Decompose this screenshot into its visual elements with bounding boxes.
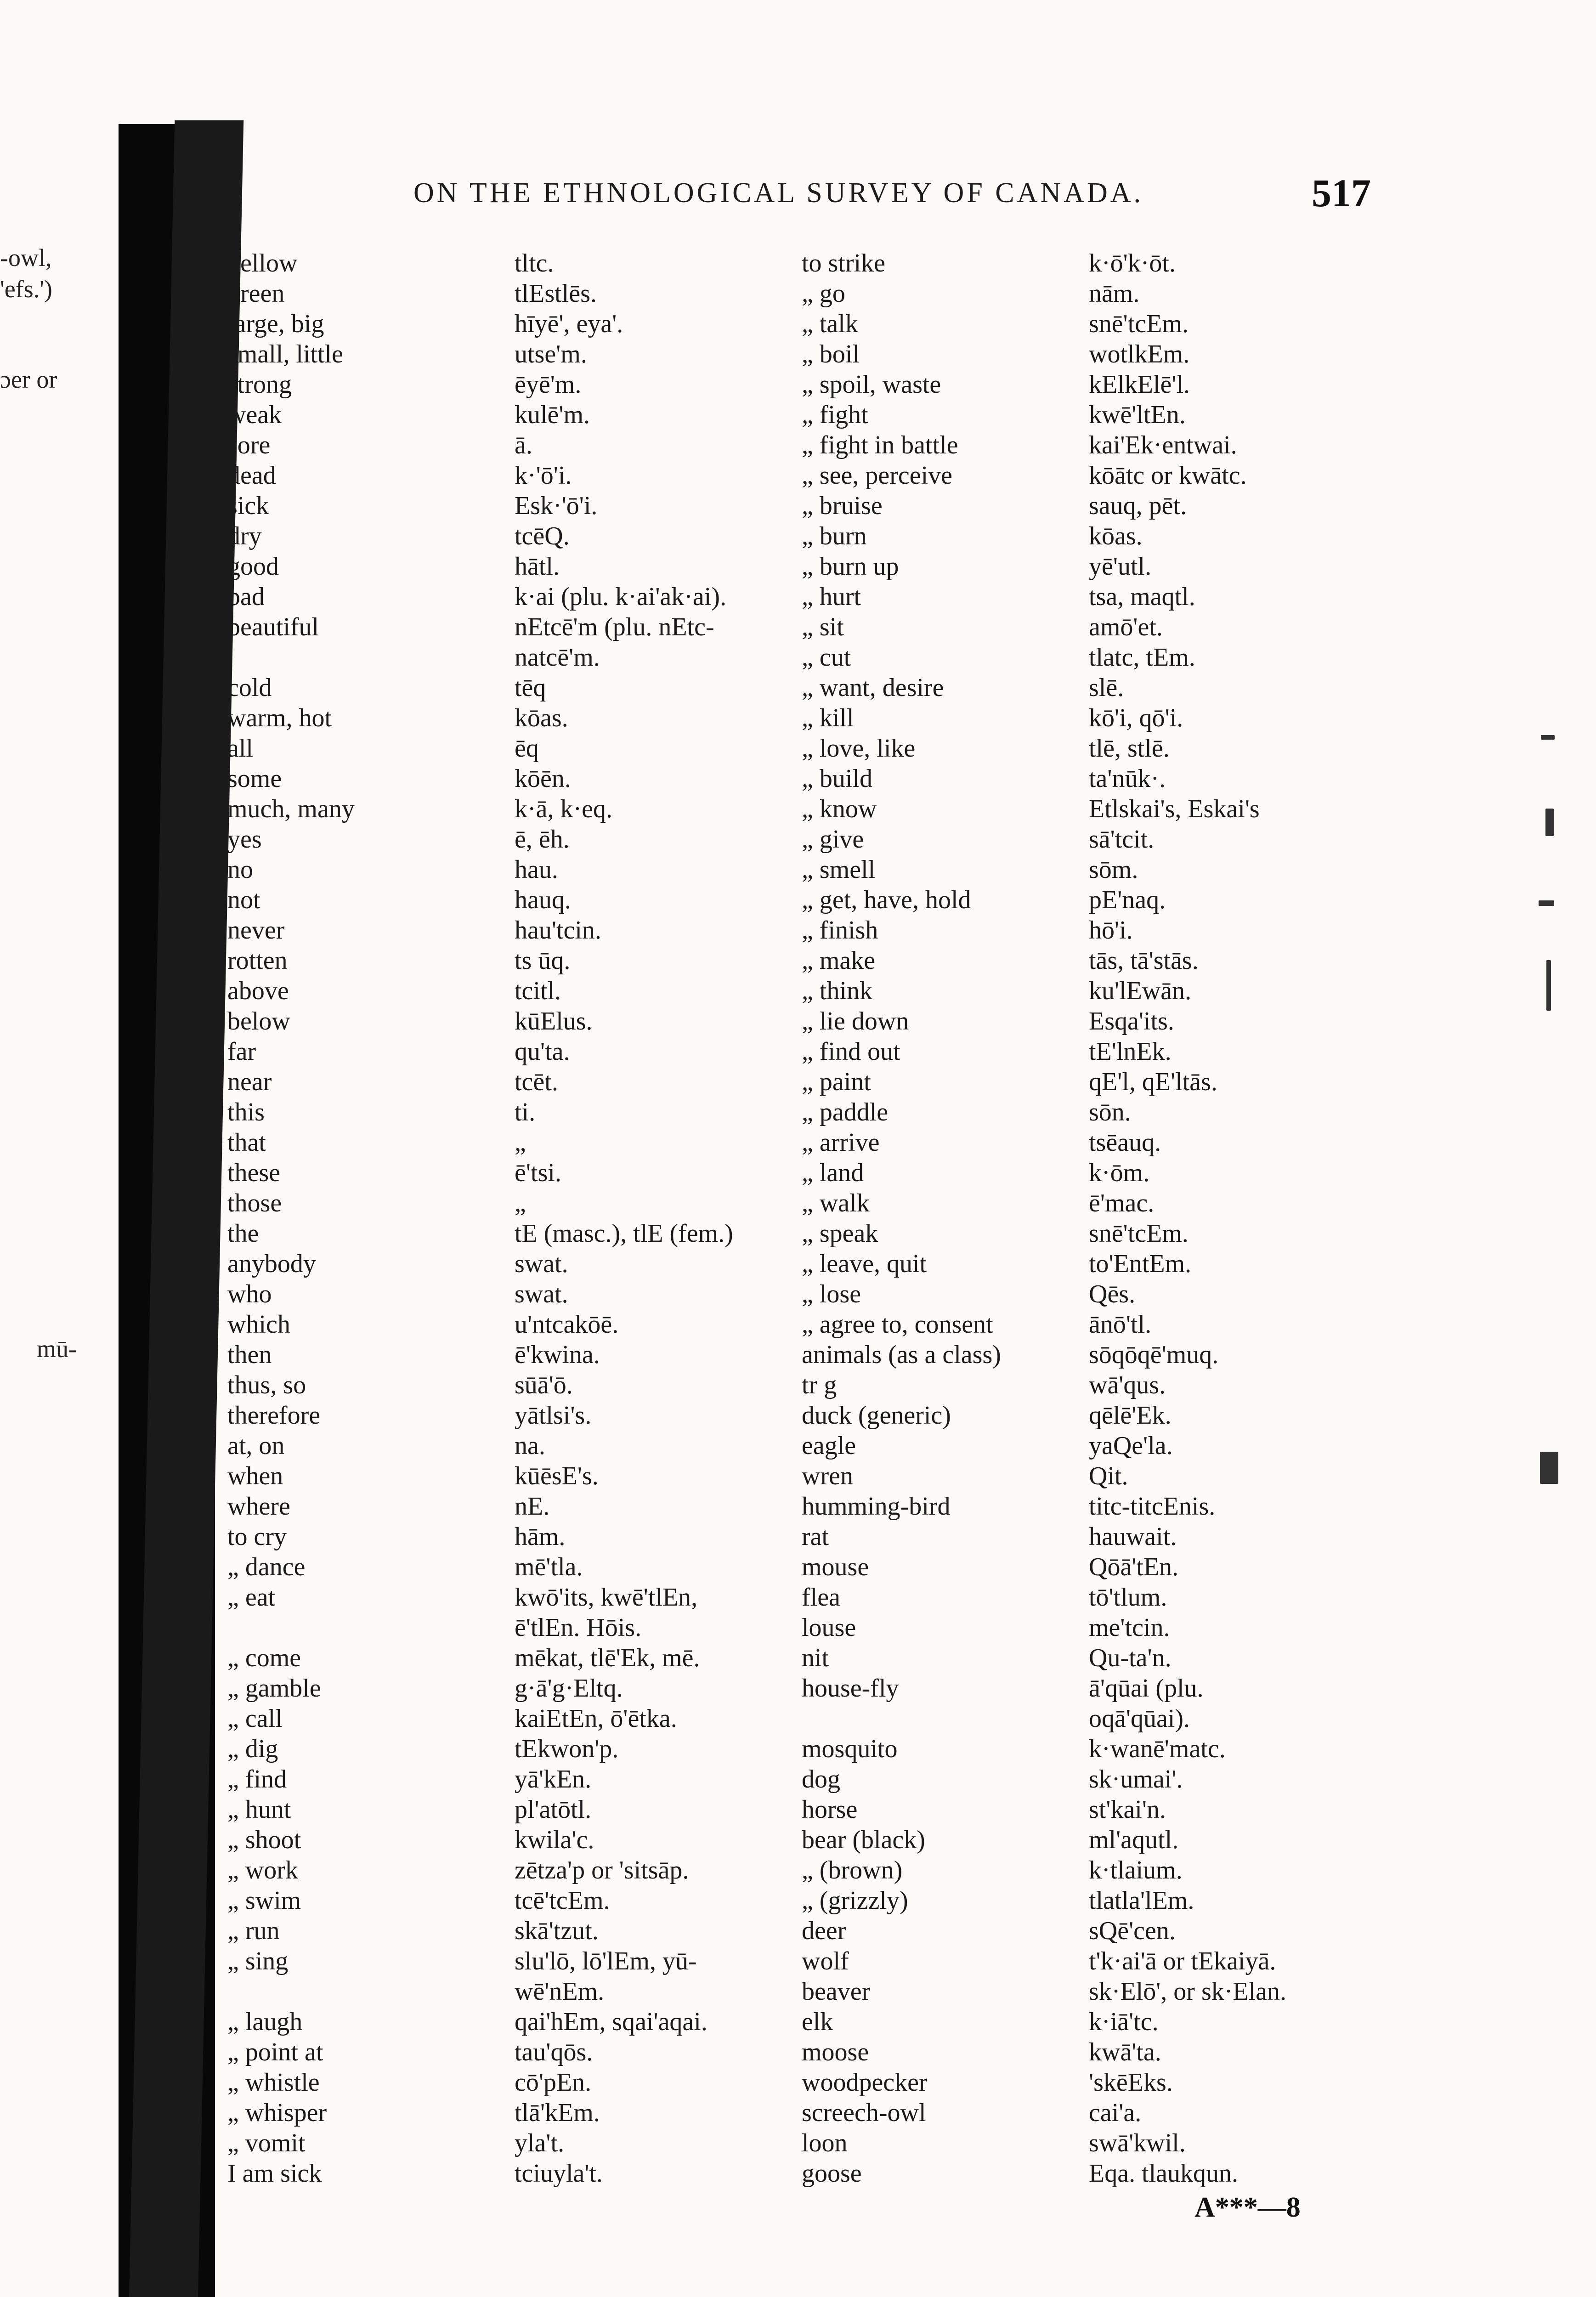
vocab-entry: hauwait.	[1089, 1522, 1177, 1551]
vocab-entry: oqā'qūai).	[1089, 1704, 1190, 1733]
vocab-entry: tE'lnEk.	[1089, 1037, 1172, 1066]
vocab-entry: „ walk	[802, 1189, 870, 1217]
vocab-entry: „ find out	[802, 1037, 900, 1066]
vocab-entry: utse'm.	[515, 340, 587, 368]
vocab-entry: tlē, stlē.	[1089, 734, 1170, 763]
vocab-entry: screech-owl	[802, 2099, 926, 2127]
vocab-entry: qE'l, qE'ltās.	[1089, 1068, 1217, 1096]
vocab-entry: to strike	[802, 249, 885, 277]
vocab-entry: k·ō'k·ōt.	[1089, 249, 1176, 277]
vocab-entry: u'ntcakōē.	[515, 1310, 619, 1339]
vocab-entry: Esqa'its.	[1089, 1007, 1174, 1035]
vocab-entry	[227, 1612, 485, 1643]
vocab-entry: „ build	[802, 764, 872, 793]
vocab-entry: „ find	[227, 1765, 287, 1793]
vocab-entry: ē, ēh.	[515, 825, 570, 854]
vocab-entry: some	[227, 764, 282, 793]
vocab-entry: „ leave, quit	[802, 1250, 927, 1278]
vocab-entry: not	[227, 886, 260, 914]
vocab-entry: „ agree to, consent	[802, 1310, 993, 1339]
vocab-entry: hīyē', eya'.	[515, 310, 623, 338]
vocab-entry: dead	[227, 461, 276, 490]
vocab-entry: sk·Elō', or sk·Elan.	[1089, 1977, 1287, 2006]
vocab-entry: tau'qōs.	[515, 2038, 593, 2066]
vocab-entry: skā'tzut.	[515, 1917, 599, 1945]
vocab-entry: yla't.	[515, 2129, 565, 2157]
vocab-entry: those	[227, 1189, 282, 1217]
vocab-entry: tsēauq.	[1089, 1128, 1161, 1157]
vocab-entry: mēkat, tlē'Ek, mē.	[515, 1644, 700, 1672]
vocab-entry: „ dance	[227, 1553, 306, 1581]
vocab-entry: ta'nūk·.	[1089, 764, 1166, 793]
vocab-entry: k·ōm.	[1089, 1159, 1150, 1187]
vocab-entry: rat	[802, 1522, 829, 1551]
vocab-entry: dog	[802, 1765, 840, 1793]
vocab-entry: woodpecker	[802, 2068, 928, 2097]
vocab-entry: warm, hot	[227, 704, 332, 732]
vocab-entry: mē'tla.	[515, 1553, 583, 1581]
vocab-entry: sūā'ō.	[515, 1371, 573, 1399]
vocab-entry: „ gamble	[227, 1674, 321, 1703]
vocab-entry: amō'et.	[1089, 613, 1163, 641]
vocab-entry: kai'Ek·entwai.	[1089, 431, 1237, 459]
vocab-entry: animals (as a class)	[802, 1341, 1001, 1369]
vocab-entry: nEtcē'm (plu. nEtc-	[515, 613, 714, 641]
vocab-entry: „ call	[227, 1704, 283, 1733]
vocab-entry: hau.	[515, 855, 558, 884]
vocab-entry: „ cut	[802, 643, 851, 672]
vocab-entry: house-fly	[802, 1674, 899, 1703]
vocab-entry: slu'lō, lō'lEm, yū-	[515, 1947, 697, 1975]
vocab-entry: hām.	[515, 1522, 566, 1551]
vocab-entry: „ laugh	[227, 2008, 303, 2036]
vocab-entry: „ know	[802, 795, 877, 823]
vocab-entry: anybody	[227, 1250, 316, 1278]
vocab-entry: st'kai'n.	[1089, 1795, 1166, 1824]
vocab-entry: „ kill	[802, 704, 854, 732]
vocab-entry: „ (brown)	[802, 1856, 903, 1884]
vocab-entry: „ whisper	[227, 2099, 327, 2127]
vocab-entry: k·wanē'matc.	[1089, 1735, 1226, 1763]
vocab-entry: then	[227, 1341, 272, 1369]
column-native-2	[1089, 248, 1410, 2189]
vocab-entry: zētza'p or 'sitsāp.	[515, 1856, 689, 1884]
vocab-entry: therefore	[227, 1401, 321, 1430]
vocab-entry: titc-titcEnis.	[1089, 1492, 1216, 1521]
vocab-entry: when	[227, 1462, 283, 1490]
vocab-entry: Qit.	[1089, 1462, 1128, 1490]
vocab-entry: far	[227, 1037, 256, 1066]
vocab-entry: „ land	[802, 1159, 864, 1187]
vocab-entry: „ sit	[802, 613, 844, 641]
vocab-entry: horse	[802, 1795, 858, 1824]
vocab-entry: thus, so	[227, 1371, 306, 1399]
vocab-entry: below	[227, 1007, 290, 1035]
vocab-entry: where	[227, 1492, 290, 1521]
vocab-entry: wolf	[802, 1947, 849, 1975]
vocab-entry: green	[227, 279, 285, 308]
vocab-entry: „ dig	[227, 1735, 278, 1763]
vocab-entry: kōas.	[1089, 522, 1143, 550]
vocab-entry: tlEstlēs.	[515, 279, 597, 308]
vocab-entry: „ come	[227, 1644, 301, 1672]
vocab-entry: rotten	[227, 946, 288, 975]
vocab-entry: all	[227, 734, 253, 763]
vocab-entry: kō'i, qō'i.	[1089, 704, 1183, 732]
vocab-entry: kūElus.	[515, 1007, 593, 1035]
vocab-entry: Etlskai's, Eskai's	[1089, 795, 1260, 823]
vocab-entry: t'k·ai'ā or tEkaiyā.	[1089, 1947, 1276, 1975]
vocab-entry: „ finish	[802, 916, 878, 945]
vocab-entry: natcē'm.	[515, 643, 600, 672]
margin-fragment: 'efs.')	[0, 275, 52, 303]
vocab-entry: k·'ō'i.	[515, 461, 572, 490]
vocab-entry: ē'tlEn. Hōis.	[515, 1613, 642, 1642]
signature-mark: A***—8	[1194, 2192, 1301, 2223]
vocab-entry: large, big	[227, 310, 324, 338]
vocab-entry: „ want, desire	[802, 673, 944, 702]
vocab-entry: „ swim	[227, 1886, 301, 1915]
vocab-entry: „ arrive	[802, 1128, 880, 1157]
vocab-entry: „ give	[802, 825, 864, 854]
vocab-entry: Eqa. tlaukqun.	[1089, 2159, 1239, 2188]
vocab-entry: „ fight in battle	[802, 431, 958, 459]
vocab-entry: „	[515, 1128, 526, 1157]
vocab-entry: kōātc or kwātc.	[1089, 461, 1247, 490]
vocab-entry: „ (grizzly)	[802, 1886, 908, 1915]
vocab-entry: bad	[227, 583, 265, 611]
vocab-entry: nit	[802, 1644, 829, 1672]
vocab-entry: yellow	[227, 249, 298, 277]
vocab-entry: yē'utl.	[1089, 552, 1152, 581]
vocab-entry: ē'tsi.	[515, 1159, 561, 1187]
vocab-entry: k·tlaium.	[1089, 1856, 1183, 1884]
vocab-entry: snē'tcEm.	[1089, 1219, 1189, 1248]
vocab-entry: wē'nEm.	[515, 1977, 605, 2006]
vocab-entry: k·ā, k·eq.	[515, 795, 613, 823]
vocab-entry: deer	[802, 1917, 846, 1945]
vocab-entry: tcē'tcEm.	[515, 1886, 610, 1915]
vocab-entry: wotlkEm.	[1089, 340, 1190, 368]
vocab-entry: „ spoil, waste	[802, 370, 941, 399]
vocab-entry: „ shoot	[227, 1826, 301, 1854]
vocab-entry: no	[227, 855, 253, 884]
vocab-entry: kwā'ta.	[1089, 2038, 1161, 2066]
vocab-entry: I am sick	[227, 2159, 322, 2188]
column-english-2	[802, 248, 1091, 2189]
vocab-entry: tciuyla't.	[515, 2159, 603, 2188]
vocab-entry: never	[227, 916, 285, 945]
vocab-entry: yātlsi's.	[515, 1401, 592, 1430]
vocab-entry: ml'aqutl.	[1089, 1826, 1179, 1854]
vocab-entry: loon	[802, 2129, 848, 2157]
vocab-entry: yā'kEn.	[515, 1765, 592, 1793]
vocab-entry: ts ūq.	[515, 946, 571, 975]
vocab-entry: beaver	[802, 1977, 871, 2006]
vocab-entry: tās, tā'stās.	[1089, 946, 1199, 975]
vocab-entry: tēq	[515, 673, 546, 702]
vocab-entry: Qōā'tEn.	[1089, 1553, 1179, 1581]
vocab-entry: „ run	[227, 1917, 280, 1945]
vocab-entry: kūēsE's.	[515, 1462, 599, 1490]
vocab-entry: above	[227, 977, 289, 1005]
vocab-entry: kōēn.	[515, 764, 571, 793]
vocab-entry: sQē'cen.	[1089, 1917, 1176, 1945]
vocab-entry: „ work	[227, 1856, 298, 1884]
vocab-entry: flea	[802, 1583, 840, 1612]
vocab-entry: ānō'tl.	[1089, 1310, 1152, 1339]
vocab-entry: much, many	[227, 795, 355, 823]
vocab-entry: k·iā'tc.	[1089, 2008, 1159, 2036]
vocab-entry: „ love, like	[802, 734, 916, 763]
vocab-entry: sōn.	[1089, 1098, 1131, 1126]
vocab-entry: „ vomit	[227, 2129, 306, 2157]
vocab-entry: slē.	[1089, 673, 1124, 702]
vocab-entry: „ paint	[802, 1068, 871, 1096]
vocab-entry: kwē'ltEn.	[1089, 401, 1186, 429]
vocab-entry: na.	[515, 1431, 545, 1460]
vocab-entry: beautiful	[227, 613, 319, 641]
vocab-entry: to cry	[227, 1522, 287, 1551]
vocab-entry: ti.	[515, 1098, 536, 1126]
vocab-entry: mosquito	[802, 1735, 898, 1763]
vocab-entry: humming-bird	[802, 1492, 951, 1521]
page-number: 517	[1312, 171, 1371, 215]
vocab-entry: cold	[227, 673, 272, 702]
vocab-entry: louse	[802, 1613, 856, 1642]
vocab-entry	[227, 642, 485, 673]
vocab-entry: „ burn	[802, 522, 867, 550]
vocab-entry: tcēt.	[515, 1068, 558, 1096]
vocab-entry: Esk·'ō'i.	[515, 492, 598, 520]
vocab-entry: g·ā'g·Eltq.	[515, 1674, 623, 1703]
vocab-entry: the	[227, 1219, 259, 1248]
vocab-entry: ē'mac.	[1089, 1189, 1155, 1217]
vocab-entry: „ whistle	[227, 2068, 320, 2097]
vocab-entry: weak	[227, 401, 282, 429]
vocab-entry: small, little	[227, 340, 343, 368]
vocab-entry: ēyē'm.	[515, 370, 582, 399]
vocab-entry: qai'hEm, sqai'aqai.	[515, 2008, 707, 2036]
vocab-entry: sk·umai'.	[1089, 1765, 1183, 1793]
vocab-entry: tō'tlum.	[1089, 1583, 1167, 1612]
vocab-entry: „ speak	[802, 1219, 878, 1248]
vocab-entry: swat.	[515, 1250, 568, 1278]
vocab-entry: tcēQ.	[515, 522, 570, 550]
vocab-entry: ēq	[515, 734, 539, 763]
margin-fragment: -owl,	[0, 244, 52, 272]
vocab-entry: eagle	[802, 1431, 856, 1460]
vocab-entry: mouse	[802, 1553, 869, 1581]
vocab-entry: tlā'kEm.	[515, 2099, 600, 2127]
vocab-entry: yaQe'la.	[1089, 1431, 1173, 1460]
vocab-entry: bear (black)	[802, 1826, 925, 1854]
vocab-entry: sore	[227, 431, 271, 459]
vocab-entry: kwila'c.	[515, 1826, 594, 1854]
margin-fragment: mū-	[37, 1335, 77, 1363]
vocab-entry	[227, 1976, 485, 2007]
vocab-entry: „ talk	[802, 310, 858, 338]
vocab-entry: sauq, pēt.	[1089, 492, 1187, 520]
vocab-entry: nE.	[515, 1492, 550, 1521]
vocab-entry: kulē'm.	[515, 401, 590, 429]
edge-print-specks	[1536, 551, 1564, 1562]
vocab-entry: swā'kwil.	[1089, 2129, 1186, 2157]
vocab-entry: tlatla'lEm.	[1089, 1886, 1194, 1915]
vocab-entry: k·ai (plu. k·ai'ak·ai).	[515, 583, 726, 611]
vocab-entry: tcitl.	[515, 977, 561, 1005]
vocab-entry	[802, 1703, 1091, 1734]
vocab-entry: sick	[227, 492, 269, 520]
vocab-entry: pl'atōtl.	[515, 1795, 592, 1824]
vocab-entry: „	[515, 1189, 526, 1217]
vocab-entry: „ lie down	[802, 1007, 909, 1035]
vocab-entry: „ burn up	[802, 552, 899, 581]
margin-fragment: ɔer or	[0, 366, 57, 393]
vocab-entry: ku'lEwān.	[1089, 977, 1192, 1005]
vocab-entry: cai'a.	[1089, 2099, 1142, 2127]
vocab-entry: near	[227, 1068, 272, 1096]
vocab-entry: these	[227, 1159, 281, 1187]
vocab-entry: dry	[227, 522, 262, 550]
vocab-entry: „ lose	[802, 1280, 861, 1308]
vocab-entry: sōqōqē'muq.	[1089, 1341, 1219, 1369]
vocab-entry: yes	[227, 825, 262, 854]
vocab-entry: ā'qūai (plu.	[1089, 1674, 1204, 1703]
vocab-entry: to'EntEm.	[1089, 1250, 1192, 1278]
vocab-entry: that	[227, 1128, 266, 1157]
vocab-entry: „ boil	[802, 340, 860, 368]
vocab-entry: „ eat	[227, 1583, 276, 1612]
vocab-entry: „ hunt	[227, 1795, 291, 1824]
vocab-entry: „ smell	[802, 855, 876, 884]
vocab-entry: sā'tcit.	[1089, 825, 1155, 854]
vocab-entry: kaiEtEn, ō'ētka.	[515, 1704, 677, 1733]
vocab-entry: „ go	[802, 279, 845, 308]
vocab-entry: moose	[802, 2038, 869, 2066]
vocab-entry: wren	[802, 1462, 853, 1490]
vocab-entry: good	[227, 552, 279, 581]
vocab-entry: strong	[227, 370, 292, 399]
vocab-entry: this	[227, 1098, 265, 1126]
vocab-entry: kElkElē'l.	[1089, 370, 1190, 399]
vocab-entry: ē'kwina.	[515, 1341, 600, 1369]
vocab-entry: hau'tcin.	[515, 916, 601, 945]
vocab-entry: goose	[802, 2159, 862, 2188]
vocab-entry: pE'naq.	[1089, 886, 1166, 914]
vocab-entry: tEkwon'p.	[515, 1735, 619, 1763]
vocab-entry: „ hurt	[802, 583, 861, 611]
vocab-entry: Qēs.	[1089, 1280, 1136, 1308]
vocab-entry: „ bruise	[802, 492, 883, 520]
vocab-entry: swat.	[515, 1280, 568, 1308]
vocab-entry: elk	[802, 2008, 833, 2036]
vocab-entry: tlatc, tEm.	[1089, 643, 1195, 672]
vocab-entry: tr g	[802, 1371, 837, 1399]
vocab-entry: wā'qus.	[1089, 1371, 1166, 1399]
vocab-entry: tE (masc.), tlE (fem.)	[515, 1219, 733, 1248]
vocab-entry: tsa, maqtl.	[1089, 583, 1195, 611]
vocab-entry: at, on	[227, 1431, 285, 1460]
vocab-entry: „ see, perceive	[802, 461, 952, 490]
vocab-entry: kōas.	[515, 704, 568, 732]
vocab-entry: 'skēEks.	[1089, 2068, 1173, 2097]
column-english-1	[227, 248, 485, 2189]
vocab-entry: me'tcin.	[1089, 1613, 1170, 1642]
vocab-entry: „ make	[802, 946, 876, 975]
vocab-entry: who	[227, 1280, 272, 1308]
column-native-1	[515, 248, 799, 2189]
vocab-entry: Qu-ta'n.	[1089, 1644, 1172, 1672]
vocab-entry: „ get, have, hold	[802, 886, 971, 914]
vocab-entry: sōm.	[1089, 855, 1138, 884]
vocab-entry: which	[227, 1310, 290, 1339]
vocab-entry: „ think	[802, 977, 872, 1005]
vocab-entry: „ paddle	[802, 1098, 889, 1126]
vocab-entry: qu'ta.	[515, 1037, 570, 1066]
vocab-entry: ā.	[515, 431, 532, 459]
vocab-entry: nām.	[1089, 279, 1140, 308]
vocab-entry: „ sing	[227, 1947, 289, 1975]
vocab-entry: qēlē'Ek.	[1089, 1401, 1172, 1430]
vocab-entry: kwō'its, kwē'tlEn,	[515, 1583, 698, 1612]
running-title: ON THE ETHNOLOGICAL SURVEY OF CANADA.	[413, 177, 1144, 209]
vocab-entry: „ fight	[802, 401, 868, 429]
vocab-entry: tltc.	[515, 249, 554, 277]
vocab-entry: snē'tcEm.	[1089, 310, 1189, 338]
vocab-entry: hauq.	[515, 886, 571, 914]
vocab-entry: hātl.	[515, 552, 560, 581]
vocab-entry: cō'pEn.	[515, 2068, 592, 2097]
vocab-entry: „ point at	[227, 2038, 323, 2066]
vocab-entry: duck (generic)	[802, 1401, 951, 1430]
vocab-entry: hō'i.	[1089, 916, 1133, 945]
